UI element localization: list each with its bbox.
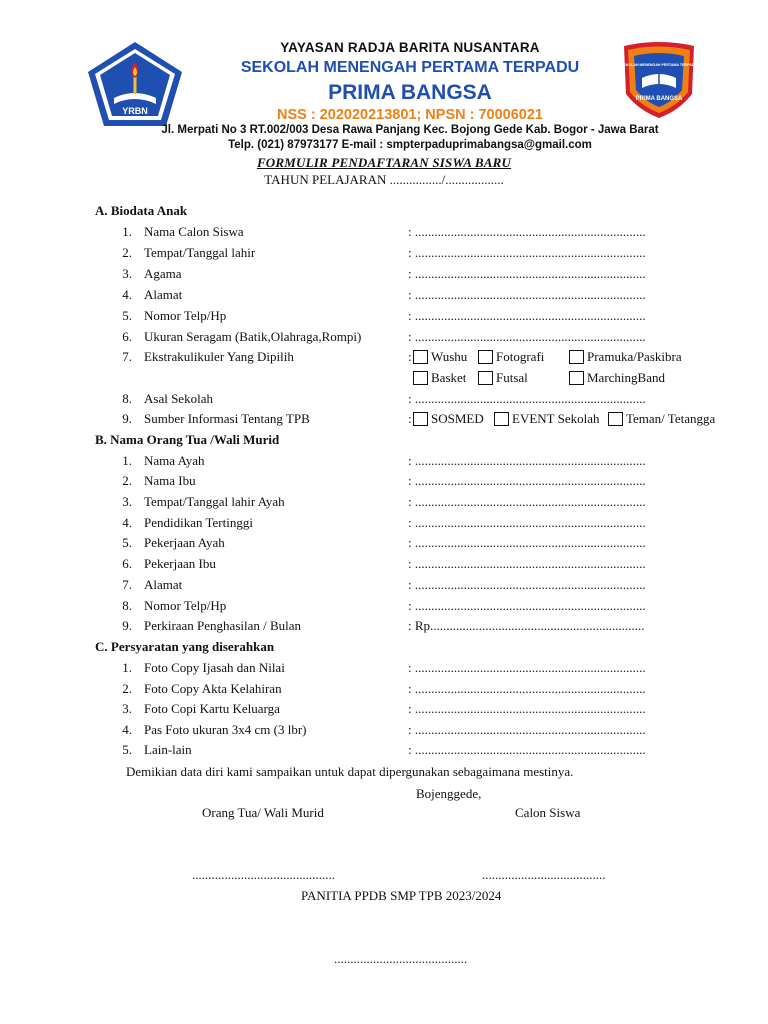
form-row [0, 391, 768, 409]
row-number: 3. [122, 494, 132, 509]
source-option-event[interactable] [494, 411, 600, 427]
row-number: 5. [122, 308, 132, 323]
school-type: SEKOLAH MENENGAH PERTAMA TERPADU [240, 59, 580, 76]
row-colon: : [408, 349, 412, 364]
row-number: 2. [122, 473, 132, 488]
row-number: 9. [122, 411, 132, 426]
form-row [0, 598, 768, 616]
student-signature-label: Calon Siswa [515, 805, 581, 820]
row-label: Foto Copy Akta Kelahiran [144, 681, 282, 696]
option-label: Futsal [496, 370, 528, 385]
row-fill-line[interactable]: : ....................................................................... [408, 266, 646, 281]
letterhead [0, 0, 768, 160]
closing-statement: Demikian data diri kami sampaikan untuk dapat dipergunakan sebagaimana mestinya. [126, 764, 574, 779]
ekskul-option-pramuka[interactable] [569, 349, 682, 365]
form-row [0, 266, 768, 284]
row-fill-line[interactable]: : ....................................................................... [408, 224, 646, 239]
row-label: Agama [144, 266, 182, 281]
row-fill-line[interactable]: : ....................................................................... [408, 515, 646, 530]
row-colon: : [408, 411, 412, 426]
form-row [0, 453, 768, 471]
row-label: Nomor Telp/Hp [144, 308, 227, 323]
option-label: Basket [431, 370, 467, 385]
row-label: Pekerjaan Ayah [144, 535, 225, 550]
row-fill-line[interactable]: : ....................................................................... [408, 598, 646, 613]
row-fill-line[interactable]: : ....................................................................... [408, 701, 646, 716]
form-title: FORMULIR PENDAFTARAN SISWA BARU [256, 155, 512, 170]
form-row [0, 556, 768, 574]
committee-label: PANITIA PPDB SMP TPB 2023/2024 [301, 888, 502, 903]
row-fill-line[interactable]: : ....................................................................... [408, 660, 646, 675]
row-label: Nama Ibu [144, 473, 196, 488]
source-option-sosmed[interactable] [413, 411, 484, 427]
section-a-heading: A. Biodata Anak [95, 203, 188, 218]
row-label: Alamat [144, 287, 183, 302]
ekskul-option-basket[interactable] [413, 370, 466, 386]
parent-signature-line[interactable]: ............................................ [192, 867, 335, 882]
form-row [0, 742, 768, 760]
form-row [0, 535, 768, 553]
row-label: Ekstrakulikuler Yang Dipilih [144, 349, 294, 364]
row-number: 3. [122, 701, 132, 716]
row-number: 1. [122, 224, 132, 239]
row-label: Pas Foto ukuran 3x4 cm (3 lbr) [144, 722, 307, 737]
row-fill-line[interactable]: : ....................................................................... [408, 494, 646, 509]
academic-year-line: TAHUN PELAJARAN ................/.................. [264, 172, 504, 187]
form-row [0, 701, 768, 719]
row-number: 7. [122, 349, 132, 364]
row-number: 1. [122, 453, 132, 468]
shield-top-text: SEKOLAH MENENGAH PERTAMA TERPADU [620, 63, 698, 67]
form-row [0, 577, 768, 595]
ekskul-option-futsal[interactable] [478, 370, 528, 386]
row-label: Alamat [144, 577, 183, 592]
row-fill-line[interactable]: : ....................................................................... [408, 535, 646, 550]
row-number: 4. [122, 722, 132, 737]
row-label: Ukuran Seragam (Batik,Olahraga,Rompi) [144, 329, 362, 344]
form-row [0, 245, 768, 263]
form-row [0, 287, 768, 305]
row-number: 1. [122, 660, 132, 675]
row-label: Foto Copy Ijasah dan Nilai [144, 660, 285, 675]
row-number: 8. [122, 598, 132, 613]
row-number: 7. [122, 577, 132, 592]
checkbox[interactable] [478, 350, 493, 364]
row-fill-line[interactable]: : ....................................................................... [408, 577, 646, 592]
row-number: 6. [122, 556, 132, 571]
ekskul-option-wushu[interactable] [413, 349, 467, 365]
checkbox[interactable] [478, 371, 493, 385]
checkbox[interactable] [494, 412, 509, 426]
ekskul-option-marchingband[interactable] [569, 370, 665, 386]
option-label: Teman/ Tetangga [626, 411, 716, 426]
source-option-teman[interactable] [608, 411, 715, 427]
row-label: Pendidikan Tertinggi [144, 515, 253, 530]
ekskul-option-fotografi[interactable] [478, 349, 544, 365]
row-label: Perkiraan Penghasilan / Bulan [144, 618, 302, 633]
row-label: Foto Copi Kartu Keluarga [144, 701, 280, 716]
row-fill-line[interactable]: : ....................................................................... [408, 391, 646, 406]
option-label: Fotografi [496, 349, 545, 364]
form-row [0, 660, 768, 678]
parent-signature-label: Orang Tua/ Wali Murid [202, 805, 324, 820]
row-label: Tempat/Tanggal lahir [144, 245, 256, 260]
row-label: Nama Ayah [144, 453, 205, 468]
yrbn-logo-text: YRBN [122, 106, 148, 116]
form-row [0, 494, 768, 512]
checkbox[interactable] [413, 412, 428, 426]
row-label: Tempat/Tanggal lahir Ayah [144, 494, 285, 509]
form-row [0, 224, 768, 242]
row-fill-line[interactable]: : ....................................................................... [408, 245, 646, 260]
row-fill-line[interactable]: : Rp.................................................................. [408, 618, 645, 633]
section-b-heading: B. Nama Orang Tua /Wali Murid [95, 432, 280, 447]
row-number: 6. [122, 329, 132, 344]
row-number: 3. [122, 266, 132, 281]
school-name: PRIMA BANGSA [328, 81, 492, 104]
checkbox[interactable] [569, 371, 584, 385]
checkbox[interactable] [413, 350, 428, 364]
row-fill-line[interactable]: : ....................................................................... [408, 329, 646, 344]
row-label: Lain-lain [144, 742, 192, 757]
form-row [0, 329, 768, 347]
row-number: 4. [122, 287, 132, 302]
row-fill-line[interactable]: : ....................................................................... [408, 473, 646, 488]
row-number: 2. [122, 681, 132, 696]
signing-place: Bojenggede, [416, 786, 482, 801]
form-row [0, 308, 768, 326]
row-label: Nama Calon Siswa [144, 224, 244, 239]
row-number: 9. [122, 618, 132, 633]
option-label: Wushu [431, 349, 468, 364]
school-ids: NSS : 202020213801; NPSN : 70006021 [276, 107, 543, 123]
form-row [0, 515, 768, 533]
student-signature-line[interactable]: ...................................... [482, 867, 606, 882]
row-number: 5. [122, 535, 132, 550]
row-number: 2. [122, 245, 132, 260]
row-label: Pekerjaan Ibu [144, 556, 216, 571]
shield-bottom-text: PRIMA BANGSA [635, 96, 683, 102]
section-c-heading: C. Persyaratan yang diserahkan [95, 639, 275, 654]
school-address: Jl. Merpati No 3 RT.002/003 Desa Rawa Panjang Kec. Bojong Gede Kab. Bogor - Jawa Barat [161, 124, 659, 136]
form-row [0, 473, 768, 491]
row-fill-line[interactable]: : ....................................................................... [408, 308, 646, 323]
checkbox[interactable] [608, 412, 623, 426]
form-row [0, 618, 768, 636]
row-fill-line[interactable]: : ....................................................................... [408, 287, 646, 302]
committee-signature-line[interactable]: ......................................... [334, 951, 468, 966]
option-label: MarchingBand [587, 370, 665, 385]
option-label: Pramuka/Paskibra [587, 349, 682, 364]
form-row [0, 681, 768, 699]
form-row [0, 722, 768, 740]
row-fill-line[interactable]: : ....................................................................... [408, 453, 646, 468]
row-number: 4. [122, 515, 132, 530]
row-number: 8. [122, 391, 132, 406]
row-fill-line[interactable]: : ....................................................................... [408, 556, 646, 571]
school-contact: Telp. (021) 87973177 E-mail : smpterpaduprimabangsa@gmail.com [228, 139, 592, 151]
row-label: Asal Sekolah [144, 391, 213, 406]
row-label: Nomor Telp/Hp [144, 598, 227, 613]
option-label: SOSMED [431, 411, 484, 426]
row-label: Sumber Informasi Tentang TPB [144, 411, 310, 426]
row-number: 5. [122, 742, 132, 757]
option-label: EVENT Sekolah [512, 411, 600, 426]
checkbox[interactable] [413, 371, 428, 385]
row-fill-line[interactable]: : ....................................................................... [408, 742, 646, 757]
row-fill-line[interactable]: : ....................................................................... [408, 681, 646, 696]
foundation-name: YAYASAN RADJA BARITA NUSANTARA [280, 40, 540, 55]
row-fill-line[interactable]: : ....................................................................... [408, 722, 646, 737]
checkbox[interactable] [569, 350, 584, 364]
